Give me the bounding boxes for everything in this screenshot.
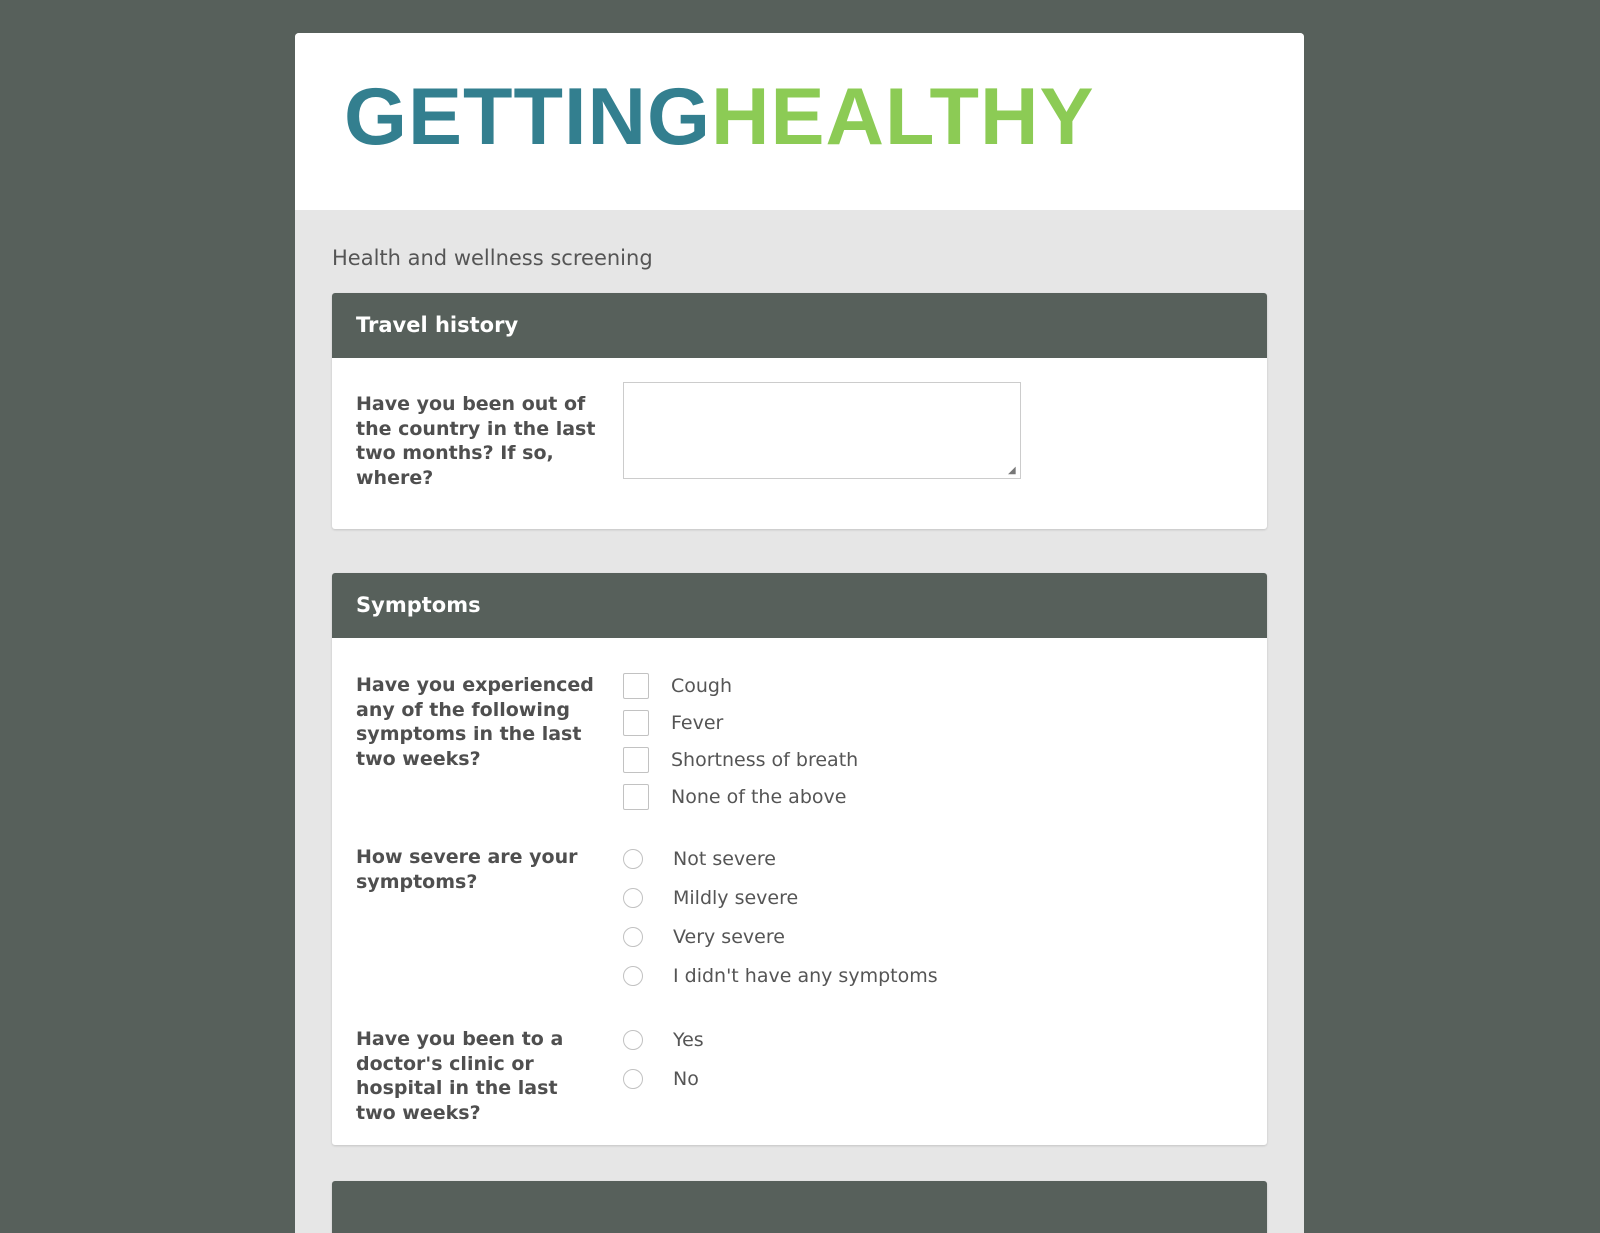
option-label: I didn't have any symptoms [673,965,938,987]
option-label: Not severe [673,848,776,870]
option-label: None of the above [671,786,847,808]
radio-button[interactable] [623,849,643,869]
page-title: Health and wellness screening [332,246,653,270]
travel-question-label: Have you been out of the country in the last two months? If so, where? [356,393,596,489]
symptoms-section [332,573,1267,1145]
option-label: Shortness of breath [671,749,859,771]
option-label: Mildly severe [673,887,799,909]
symptoms-question-label: Have you experienced any of the following symptoms in the last two weeks? [356,674,594,770]
option-label: Yes [673,1029,704,1051]
radio-button[interactable] [623,927,643,947]
checkbox[interactable] [623,784,649,810]
logo-getting: GETTING [344,72,711,162]
doctor-visit-question-label: Have you been to a doctor's clinic or hospital in the last two weeks? [356,1028,564,1124]
next-section-header [332,1181,1267,1233]
radio-button[interactable] [623,888,643,908]
checkbox[interactable] [623,710,649,736]
checkbox[interactable] [623,747,649,773]
section-title: Travel history [332,293,1267,358]
resize-grip-icon[interactable]: ◢ [1008,465,1016,476]
severity-question-label: How severe are your symptoms? [356,846,578,893]
radio-button[interactable] [623,1030,643,1050]
option-label: Cough [671,675,733,697]
travel-answer-textarea[interactable] [623,382,1021,479]
travel-history-section [332,293,1267,529]
form-card [295,33,1304,1233]
logo-healthy: HEALTHY [711,72,1095,162]
logo-header [295,33,1304,210]
option-label: No [673,1068,699,1090]
logo [344,72,1095,162]
option-label: Very severe [673,926,785,948]
checkbox[interactable] [623,673,649,699]
radio-button[interactable] [623,1069,643,1089]
option-label: Fever [671,712,724,734]
section-title: Symptoms [332,573,1267,638]
radio-button[interactable] [623,966,643,986]
